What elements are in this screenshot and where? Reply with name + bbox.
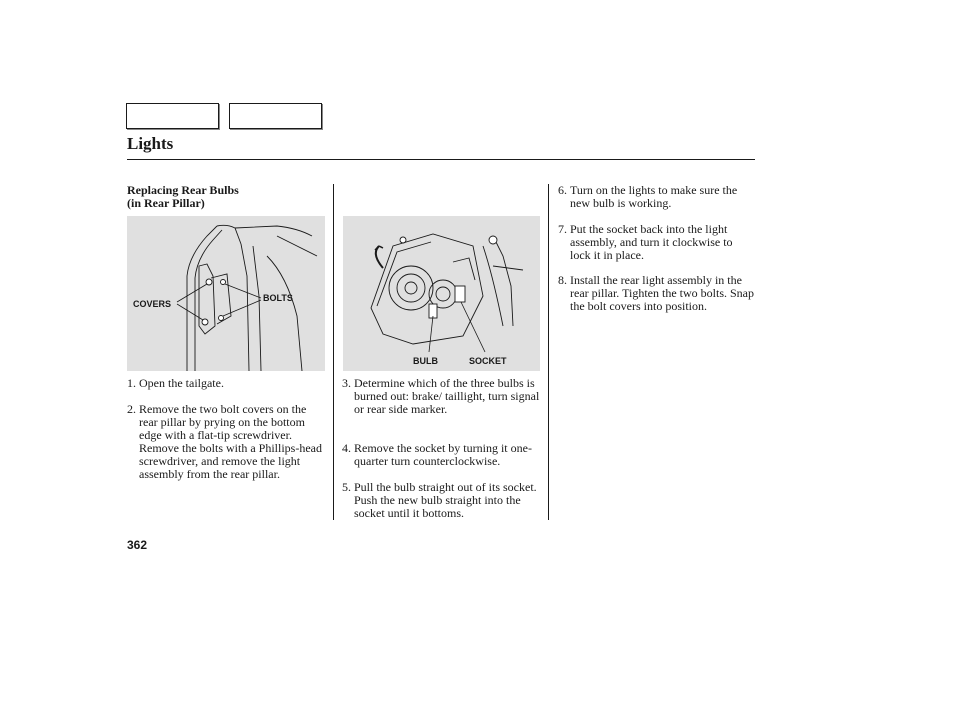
step-text: Open the tailgate. <box>139 376 224 390</box>
covers-callout: COVERS <box>133 299 172 309</box>
step-number: 7. <box>558 222 567 236</box>
step-text: Remove the two bolt covers on the rear pillar by prying on the bottom edge with a flat-tip screwdriver. Remove the bolts with a Phillips-head screwdriver, and remove the light assembly from the rear pillar. <box>139 402 322 481</box>
section-heading <box>127 184 239 210</box>
page-number: 362 <box>127 538 148 552</box>
light-assembly-drawing <box>343 216 540 371</box>
step-6 <box>558 184 754 210</box>
step-number: 1. <box>127 376 136 390</box>
step-text: Put the socket back into the light assembly, and turn it clockwise to lock it in place. <box>570 222 733 262</box>
step-text: Pull the bulb straight out of its socket. Push the new bulb straight into the socket until it bottoms. <box>354 480 537 520</box>
step-number: 5. <box>342 480 351 494</box>
step-1 <box>127 377 325 390</box>
step-number: 8. <box>558 273 567 287</box>
rear-pillar-drawing <box>127 216 325 371</box>
column-divider-2 <box>548 184 549 520</box>
step-3 <box>342 377 542 416</box>
step-text: Install the rear light assembly in the rear pillar. Tighten the two bolts. Snap the bolt covers into position. <box>570 273 754 313</box>
step-2 <box>127 403 325 481</box>
bolts-callout: BOLTS <box>263 293 293 303</box>
step-text: Determine which of the three bulbs is burned out: brake/ taillight, turn signal or rear side marker. <box>354 376 540 416</box>
nav-tab-box-1[interactable] <box>126 103 219 129</box>
step-text: Turn on the lights to make sure the new bulb is working. <box>570 183 738 210</box>
rear-pillar-illustration <box>127 216 325 371</box>
page-title: Lights <box>127 134 174 153</box>
step-number: 4. <box>342 441 351 455</box>
light-assembly-illustration <box>343 216 540 371</box>
step-text: Remove the socket by turning it one-quarter turn counterclockwise. <box>354 441 532 468</box>
step-8 <box>558 274 754 313</box>
step-number: 2. <box>127 402 136 416</box>
title-rule <box>127 159 755 160</box>
bulb-callout: BULB <box>413 356 438 366</box>
section-heading-line2: (in Rear Pillar) <box>127 196 205 210</box>
socket-callout: SOCKET <box>469 356 507 366</box>
step-number: 3. <box>342 376 351 390</box>
step-4 <box>342 442 542 468</box>
step-number: 6. <box>558 183 567 197</box>
nav-tab-box-2[interactable] <box>229 103 322 129</box>
step-5 <box>342 481 542 520</box>
step-7 <box>558 223 754 262</box>
column-divider-1 <box>333 184 334 520</box>
section-heading-line1: Replacing Rear Bulbs <box>127 183 239 197</box>
